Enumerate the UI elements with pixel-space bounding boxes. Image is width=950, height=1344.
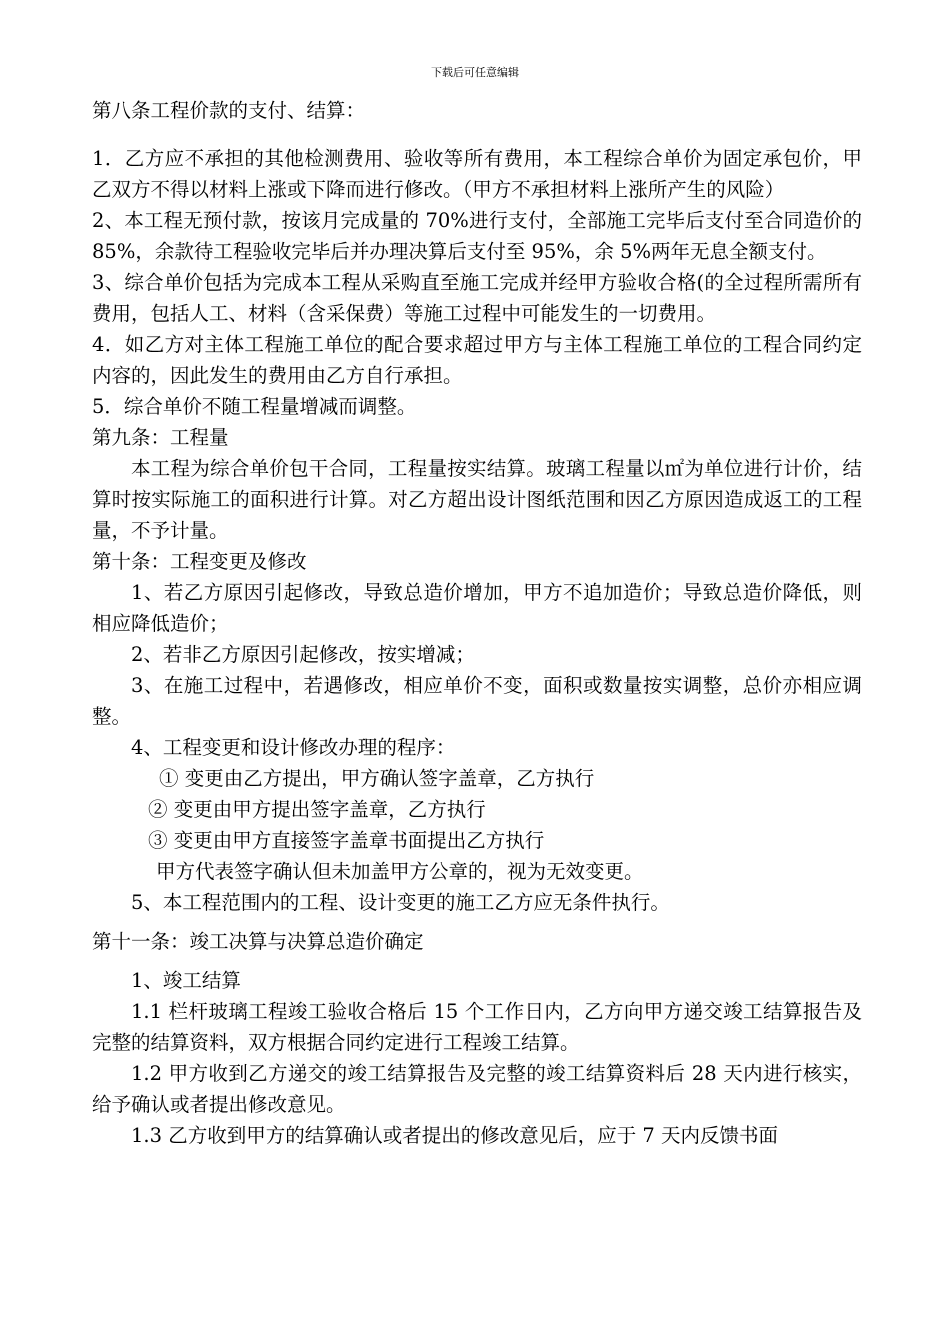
article-10-clause-3: 3、在施工过程中，若遇修改，相应单价不变，面积或数量按实调整，总价亦相应调整。 [92, 674, 862, 728]
article-8-heading: 第八条工程价款的支付、结算： [92, 99, 366, 122]
article-8-clause-5: 5．综合单价不随工程量增减而调整。 [92, 395, 417, 418]
article-10-heading: 第十条：工程变更及修改 [92, 550, 307, 573]
change-procedure-2: ② 变更由甲方提出签字盖章，乙方执行 [148, 798, 486, 821]
article-11-heading: 第十一条：竣工决算与决算总造价确定 [92, 930, 424, 953]
article-11-clause-1-3: 1.3 乙方收到甲方的结算确认或者提出的修改意见后，应于 7 天内反馈书面 [131, 1124, 779, 1147]
article-11-clause-1-2: 1.2 甲方收到乙方递交的竣工结算报告及完整的竣工结算资料后 28 天内进行核实，给予确认或者提出修改意见。 [92, 1062, 862, 1116]
article-9-body: 本工程为综合单价包干合同，工程量按实结算。玻璃工程量以㎡为单位进行计价，结算时按实际施工的面积进行计算。对乙方超出设计图纸范围和因乙方原因造成返工的工程量，不予计量。 [92, 457, 862, 542]
change-procedure-1: ① 变更由乙方提出，甲方确认签字盖章，乙方执行 [159, 767, 595, 790]
article-8-clause-4: 4．如乙方对主体工程施工单位的配合要求超过甲方与主体工程施工单位的工程合同约定内容的，因此发生的费用由乙方自行承担。 [92, 333, 862, 387]
change-procedure-3: ③ 变更由甲方直接签字盖章书面提出乙方执行 [148, 829, 545, 852]
article-8-clause-3: 3、综合单价包括为完成本工程从采购直至施工完成并经甲方验收合格(的全过程所需所有费用，包括人工、材料（含采保费）等施工过程中可能发生的一切费用。 [92, 271, 862, 325]
article-10-clause-2: 2、若非乙方原因引起修改，按实增减； [131, 643, 475, 666]
article-8-clause-1: 1．乙方应不承担的其他检测费用、验收等所有费用，本工程综合单价为固定承包价，甲乙双方不得以材料上涨或下降而进行修改。（甲方不承担材料上涨所产生的风险） [92, 147, 862, 201]
article-10-clause-5: 5、本工程范围内的工程、设计变更的施工乙方应无条件执行。 [131, 891, 670, 914]
article-11-clause-1-1: 1.1 栏杆玻璃工程竣工验收合格后 15 个工作日内，乙方向甲方递交竣工结算报告及完整的结算资料，双方根据合同约定进行工程竣工结算。 [92, 1000, 862, 1054]
change-procedure-note: 甲方代表签字确认但未加盖甲方公章的，视为无效变更。 [156, 860, 644, 883]
article-10-clause-4: 4、工程变更和设计修改办理的程序： [131, 736, 456, 759]
document-body [92, 95, 862, 1151]
page-header: 下载后可任意编辑 [431, 66, 519, 79]
article-8-clause-2: 2、本工程无预付款，按该月完成量的 70%进行支付，全部施工完毕后支付至合同造价的 85%，余款待工程验收完毕后并办理决算后支付至 95%，余 5%两年无息全额支付。 [92, 209, 862, 263]
article-9-heading: 第九条：工程量 [92, 426, 229, 449]
article-11-section-1: 1、竣工结算 [131, 969, 241, 992]
article-10-clause-1: 1、若乙方原因引起修改，导致总造价增加，甲方不追加造价；导致总造价降低，则相应降低造价； [92, 581, 862, 635]
